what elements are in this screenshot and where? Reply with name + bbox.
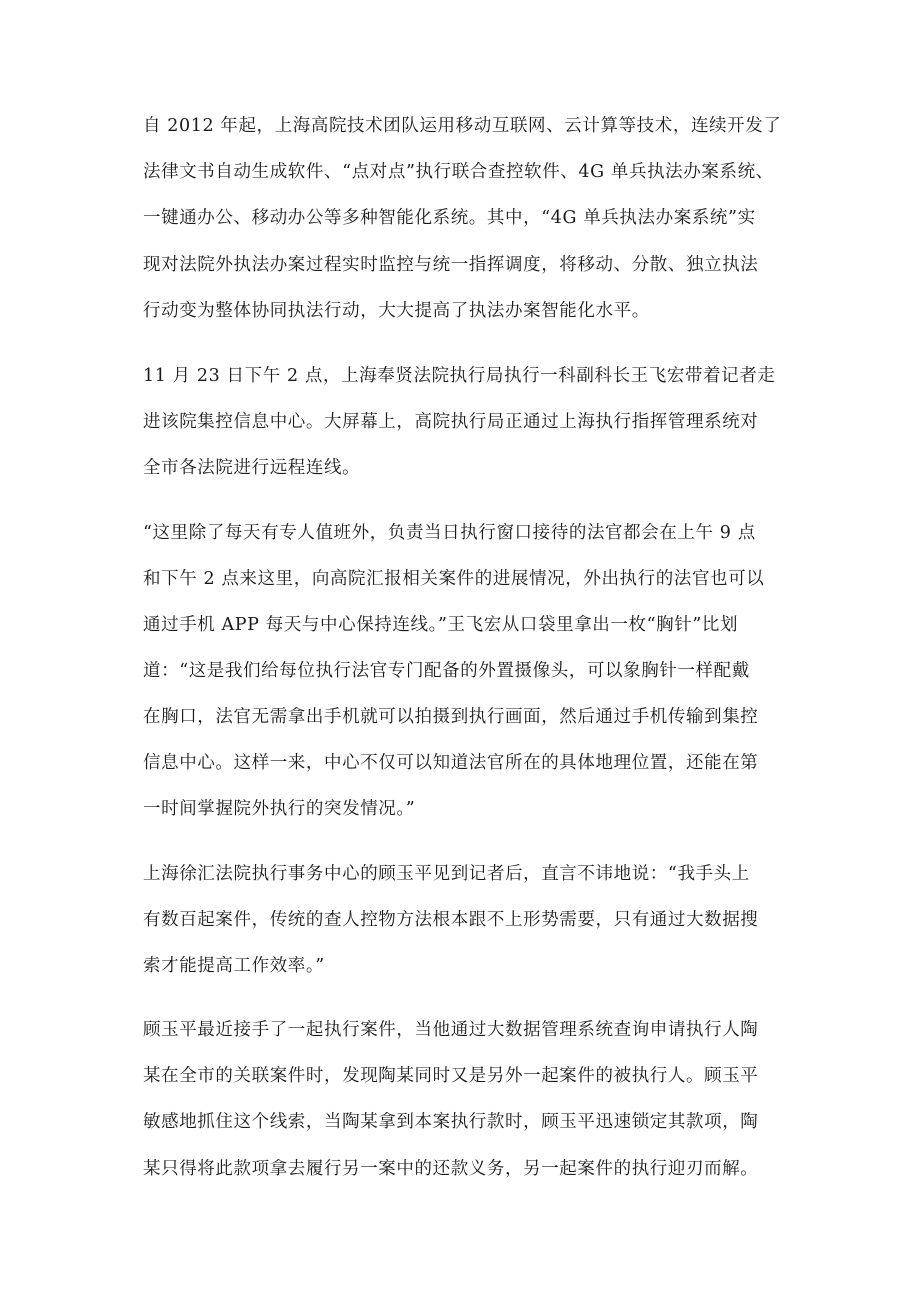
paragraph-5-line-2: 某在全市的关联案件时，发现陶某同时又是另外一起案件的被执行人。顾玉平 [143, 1066, 759, 1086]
paragraph-1-line-1: 自 2012 年起，上海高院技术团队运用移动互联网、云计算等技术，连续开发了 [143, 116, 782, 136]
paragraph-3-line-6: 信息中心。这样一来，中心不仅可以知道法官所在的具体地理位置，还能在第 [143, 753, 759, 773]
paragraph-1-line-3: 一键通办公、移动办公等多种智能化系统。其中，“4G 单兵执法办案系统”实 [143, 208, 756, 228]
paragraph-2-line-3: 全市各法院进行远程连线。 [143, 458, 361, 478]
paragraph-5-line-1: 顾玉平最近接手了一起执行案件，当他通过大数据管理系统查询申请执行人陶 [143, 1020, 759, 1040]
paragraph-5-line-3: 敏感地抓住这个线索，当陶某拿到本案执行款时，顾玉平迅速锁定其款项，陶 [143, 1112, 759, 1132]
paragraph-4-line-2: 有数百起案件，传统的查人控物方法根本跟不上形势需要，只有通过大数据搜 [143, 910, 759, 930]
paragraph-3-line-1: “这里除了每天有专人值班外，负责当日执行窗口接待的法官都会在上午 9 点 [143, 523, 756, 543]
paragraph-4-line-1: 上海徐汇法院执行事务中心的顾玉平见到记者后，直言不讳地说：“我手头上 [143, 864, 750, 884]
paragraph-4-line-3: 索才能提高工作效率。” [143, 956, 325, 976]
paragraph-2-line-2: 进该院集控信息中心。大屏幕上，高院执行局正通过上海执行指挥管理系统对 [143, 412, 759, 432]
paragraph-3-line-3: 通过手机 APP 每天与中心保持连线。”王飞宏从口袋里拿出一枚“胸针”比划 [143, 615, 739, 635]
paragraph-3-line-7: 一时间掌握院外执行的突发情况。” [143, 799, 416, 819]
paragraph-3-line-2: 和下午 2 点来这里，向高院汇报相关案件的进展情况，外出执行的法官也可以 [143, 569, 765, 589]
paragraph-1-line-2: 法律文书自动生成软件、“点对点”执行联合查控软件、4G 单兵执法办案系统、 [143, 162, 774, 182]
paragraph-3-line-4: 道：“这是我们给每位执行法官专门配备的外置摄像头，可以象胸针一样配戴 [143, 661, 750, 681]
paragraph-5-line-4: 某只得将此款项拿去履行另一案中的还款义务，另一起案件的执行迎刃而解。 [143, 1159, 759, 1179]
paragraph-1-line-4: 现对法院外执法办案过程实时监控与统一指挥调度，将移动、分散、独立执法 [143, 255, 759, 275]
paragraph-3-line-5: 在胸口，法官无需拿出手机就可以拍摄到执行画面，然后通过手机传输到集控 [143, 707, 759, 727]
paragraph-1-line-5: 行动变为整体协同执法行动，大大提高了执法办案智能化水平。 [143, 301, 650, 321]
paragraph-2-line-1: 11 月 23 日下午 2 点，上海奉贤法院执行局执行一科副科长王飞宏带着记者走 [143, 366, 776, 386]
